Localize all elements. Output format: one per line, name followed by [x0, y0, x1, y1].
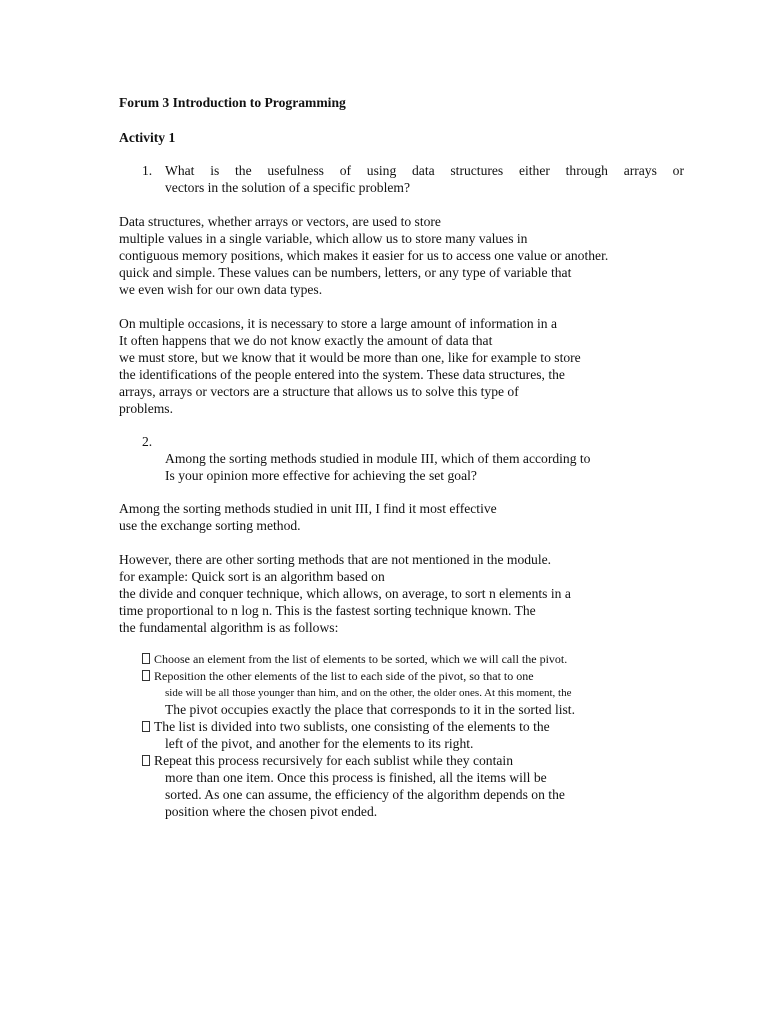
answer-1-p2-line: On multiple occasions, it is necessary to store a large amount of information in a [119, 316, 558, 331]
question-1-number: 1. [142, 163, 153, 178]
q1-word: using [366, 163, 397, 178]
answer-1-p2-line: we must store, but we know that it would be more than one, like for example to store [119, 350, 581, 365]
answer-1-p1-line: quick and simple. These values can be numbers, letters, or any type of variable that [119, 265, 572, 280]
q1-word: either [518, 163, 550, 178]
bullet-item [142, 752, 513, 769]
answer-2-p2-line: for example: Quick sort is an algorithm based on [119, 569, 385, 584]
q1-word: of [339, 163, 352, 178]
missing-glyph-bullet-icon [142, 653, 150, 664]
answer-1-p1-line: multiple values in a single variable, which allow us to store many values in [119, 231, 528, 246]
answer-2-p2-line: the fundamental algorithm is as follows: [119, 620, 339, 635]
question-1-line-2: vectors in the solution of a specific problem? [165, 180, 410, 195]
answer-2-p2-line: the divide and conquer technique, which allows, on average, to sort n elements in a [119, 586, 571, 601]
answer-1-p2-line: the identifications of the people entered into the system. These data structures, the [119, 367, 565, 382]
bullet-text: Choose an element from the list of elements to be sorted, which we will call the pivot. [154, 652, 568, 666]
bullet-text: Repeat this process recursively for each sublist while they contain [154, 753, 513, 768]
bullet-continuation: more than one item. Once this process is finished, all the items will be [165, 770, 547, 785]
answer-1-p1-line: we even wish for our own data types. [119, 282, 323, 297]
answer-1-p2-line: It often happens that we do not know exactly the amount of data that [119, 333, 493, 348]
missing-glyph-bullet-icon [142, 721, 150, 732]
bullet-item [142, 651, 567, 668]
q1-word: What [165, 163, 195, 178]
document-title: Forum 3 Introduction to Programming [119, 95, 346, 110]
answer-1-p2-line: arrays, arrays or vectors are a structure that allows us to solve this type of [119, 384, 519, 399]
bullet-continuation: left of the pivot, and another for the elements to its right. [165, 736, 474, 751]
answer-2-p2-line: time proportional to n log n. This is the fastest sorting technique known. The [119, 603, 536, 618]
activity-heading: Activity 1 [119, 130, 176, 145]
bullet-continuation: The pivot occupies exactly the place that corresponds to it in the sorted list. [165, 702, 575, 717]
answer-1-p2-line: problems. [119, 401, 173, 416]
bullet-item [142, 718, 550, 735]
missing-glyph-bullet-icon [142, 755, 150, 766]
bullet-continuation: side will be all those younger than him, and on the other, the older ones. At this moment, the [165, 687, 572, 699]
missing-glyph-bullet-icon [142, 670, 150, 681]
bullet-continuation: position where the chosen pivot ended. [165, 804, 378, 819]
answer-2-p1-line: Among the sorting methods studied in unit III, I find it most effective [119, 501, 497, 516]
answer-1-p1-line: Data structures, whether arrays or vectors, are used to store [119, 214, 441, 229]
question-2-line: Is your opinion more effective for achieving the set goal? [165, 468, 477, 483]
bullet-continuation: sorted. As one can assume, the efficiency of the algorithm depends on the [165, 787, 565, 802]
q1-word: the [235, 163, 252, 178]
q1-word: through [565, 163, 608, 178]
q1-word: data [411, 163, 435, 178]
answer-1-p1-line: contiguous memory positions, which makes it easier for us to access one value or another. [119, 248, 609, 263]
bullet-item [142, 668, 534, 685]
answer-2-p1-line: use the exchange sorting method. [119, 518, 301, 533]
q1-word: usefulness [267, 163, 324, 178]
bullet-text: The list is divided into two sublists, one consisting of the elements to the [154, 719, 550, 734]
q1-word: or [672, 163, 684, 178]
answer-2-p2-line: However, there are other sorting methods that are not mentioned in the module. [119, 552, 552, 567]
question-2-line: Among the sorting methods studied in module III, which of them according to [165, 451, 591, 466]
bullet-text: Reposition the other elements of the list to each side of the pivot, so that to one [154, 669, 534, 683]
q1-word: arrays [623, 163, 657, 178]
q1-word: structures [450, 163, 504, 178]
question-1-line-1 [165, 162, 684, 179]
q1-word: is [210, 163, 220, 178]
question-2-number: 2. [142, 434, 153, 449]
